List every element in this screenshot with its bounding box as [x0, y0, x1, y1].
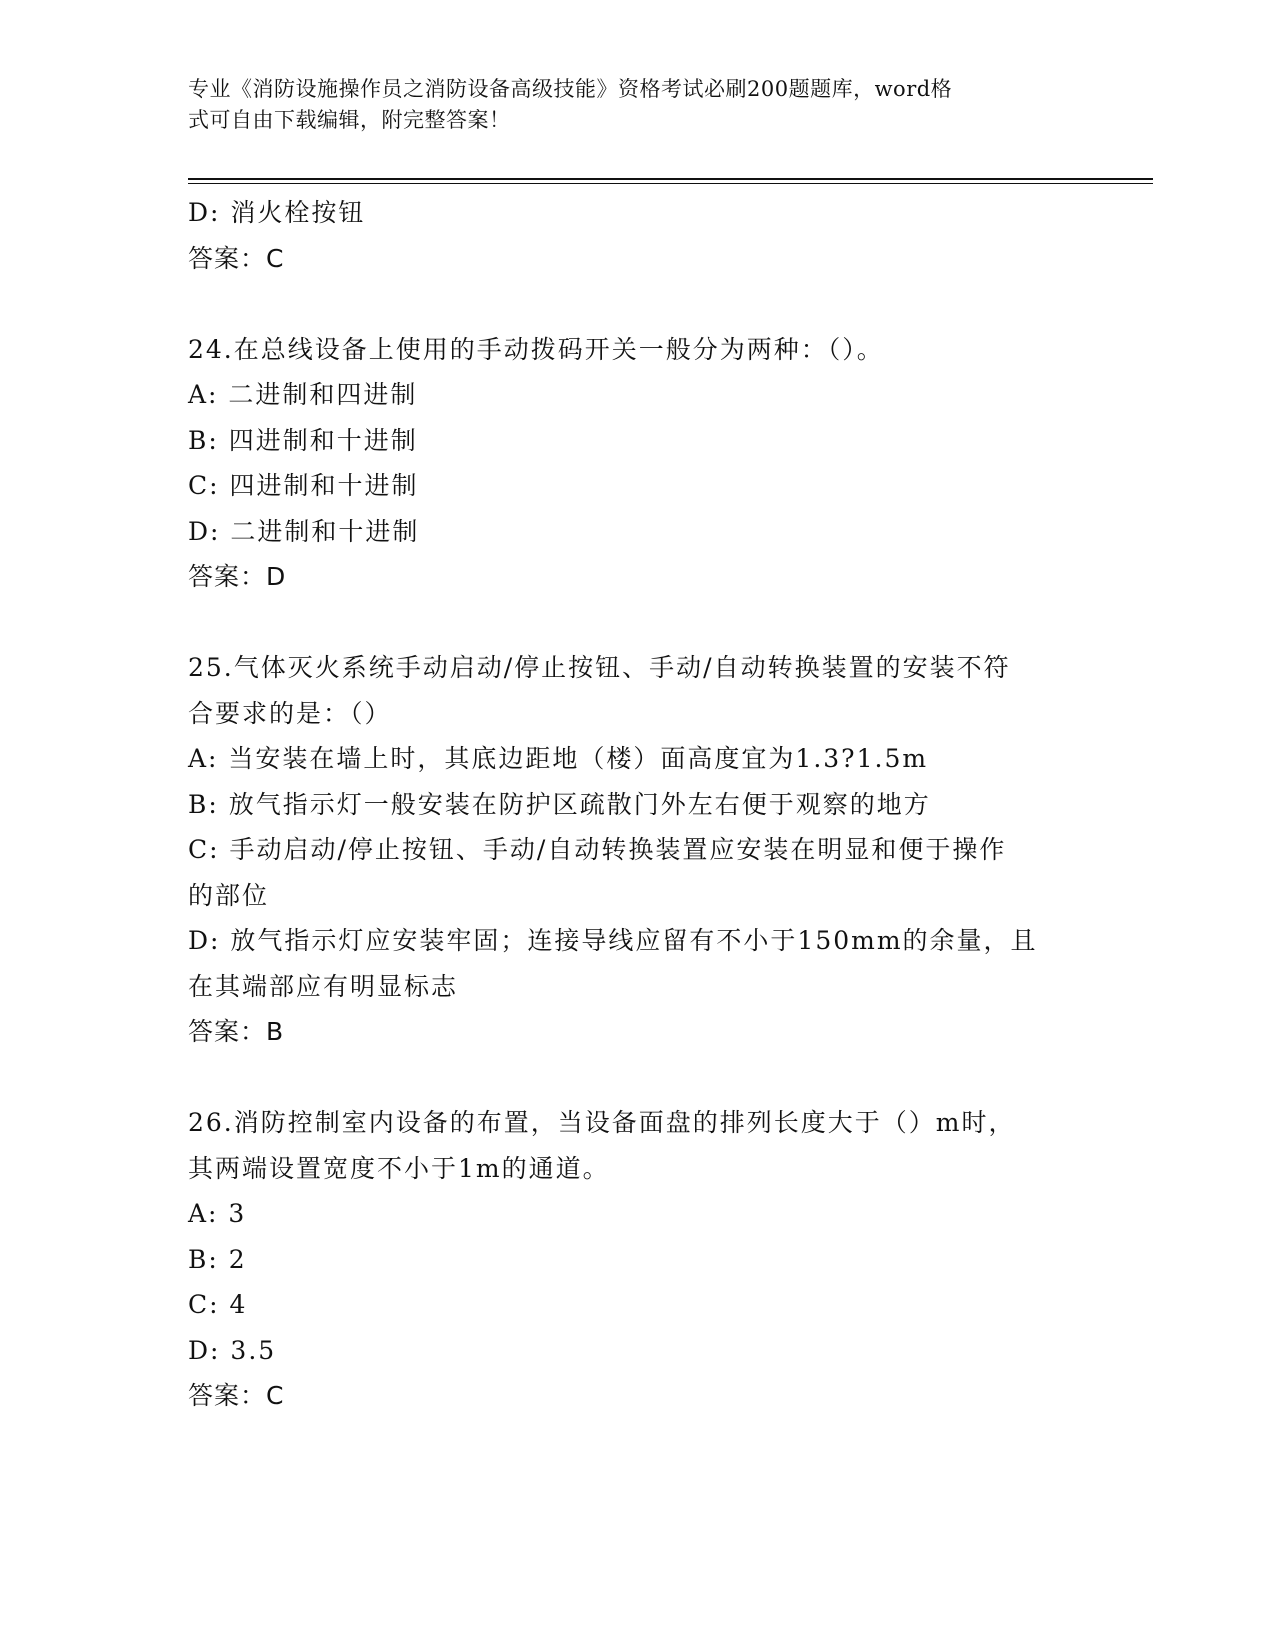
q24-answer: 答案：D: [188, 562, 287, 591]
q26-answer: 答案：C: [188, 1381, 285, 1410]
q25-option-d-line-1: D: 放气指示灯应安装牢固；连接导线应留有不小于150mm的余量，且: [188, 926, 1038, 955]
prev-option-d: D: 消火栓按钮: [188, 198, 366, 227]
q24-option-c: C: 四进制和十进制: [188, 471, 419, 500]
q25-option-a: A: 当安装在墙上时，其底边距地（楼）面高度宜为1.3?1.5m: [188, 744, 929, 773]
spacer: [188, 281, 1088, 327]
q25-answer: 答案：B: [188, 1017, 285, 1046]
header-divider-thin: [188, 183, 1153, 184]
header-line-2: 式可自由下载编辑，附完整答案！: [188, 108, 511, 132]
q24-option-d: D: 二进制和十进制: [188, 516, 420, 546]
q25-stem-line-1: 25.气体灭火系统手动启动/停止按钮、手动/自动转换装置的安装不符: [188, 653, 1011, 682]
q24-option-b: B: 四进制和十进制: [188, 425, 418, 455]
spacer: [188, 600, 1088, 646]
q25-option-b: B: 放气指示灯一般安装在防护区疏散门外左右便于观察的地方: [188, 789, 931, 819]
q25-option-d-line-2: 在其端部应有明显标志: [188, 971, 459, 1001]
q26-option-a: A: 3: [188, 1199, 247, 1228]
q26-option-d: D: 3.5: [188, 1335, 277, 1365]
spacer: [188, 1055, 1088, 1101]
question-list: [188, 190, 1088, 1419]
q26-stem-line-2: 其两端设置宽度不小于1m的通道。: [188, 1153, 610, 1183]
q26-option-b: B: 2: [188, 1244, 247, 1274]
q25-stem-line-2: 合要求的是：（）: [188, 698, 392, 728]
header-divider-thick: [188, 178, 1153, 180]
q25-option-c-line-2: 的部位: [188, 880, 270, 910]
q26-option-c: C: 4: [188, 1290, 248, 1319]
prev-answer: 答案：C: [188, 243, 285, 273]
q26-stem-line-1: 26.消防控制室内设备的布置，当设备面盘的排列长度大于（）m时，: [188, 1108, 1016, 1137]
q24-option-a: A: 二进制和四进制: [188, 380, 418, 409]
document-header: [188, 74, 1068, 136]
q24-stem: 24.在总线设备上使用的手动拨码开关一般分为两种：（）。: [188, 334, 884, 364]
q25-option-c-line-1: C: 手动启动/停止按钮、手动/自动转换装置应安装在明显和便于操作: [188, 835, 1007, 864]
header-line-1: 专业《消防设施操作员之消防设备高级技能》资格考试必刷200题题库，word格: [188, 77, 953, 101]
